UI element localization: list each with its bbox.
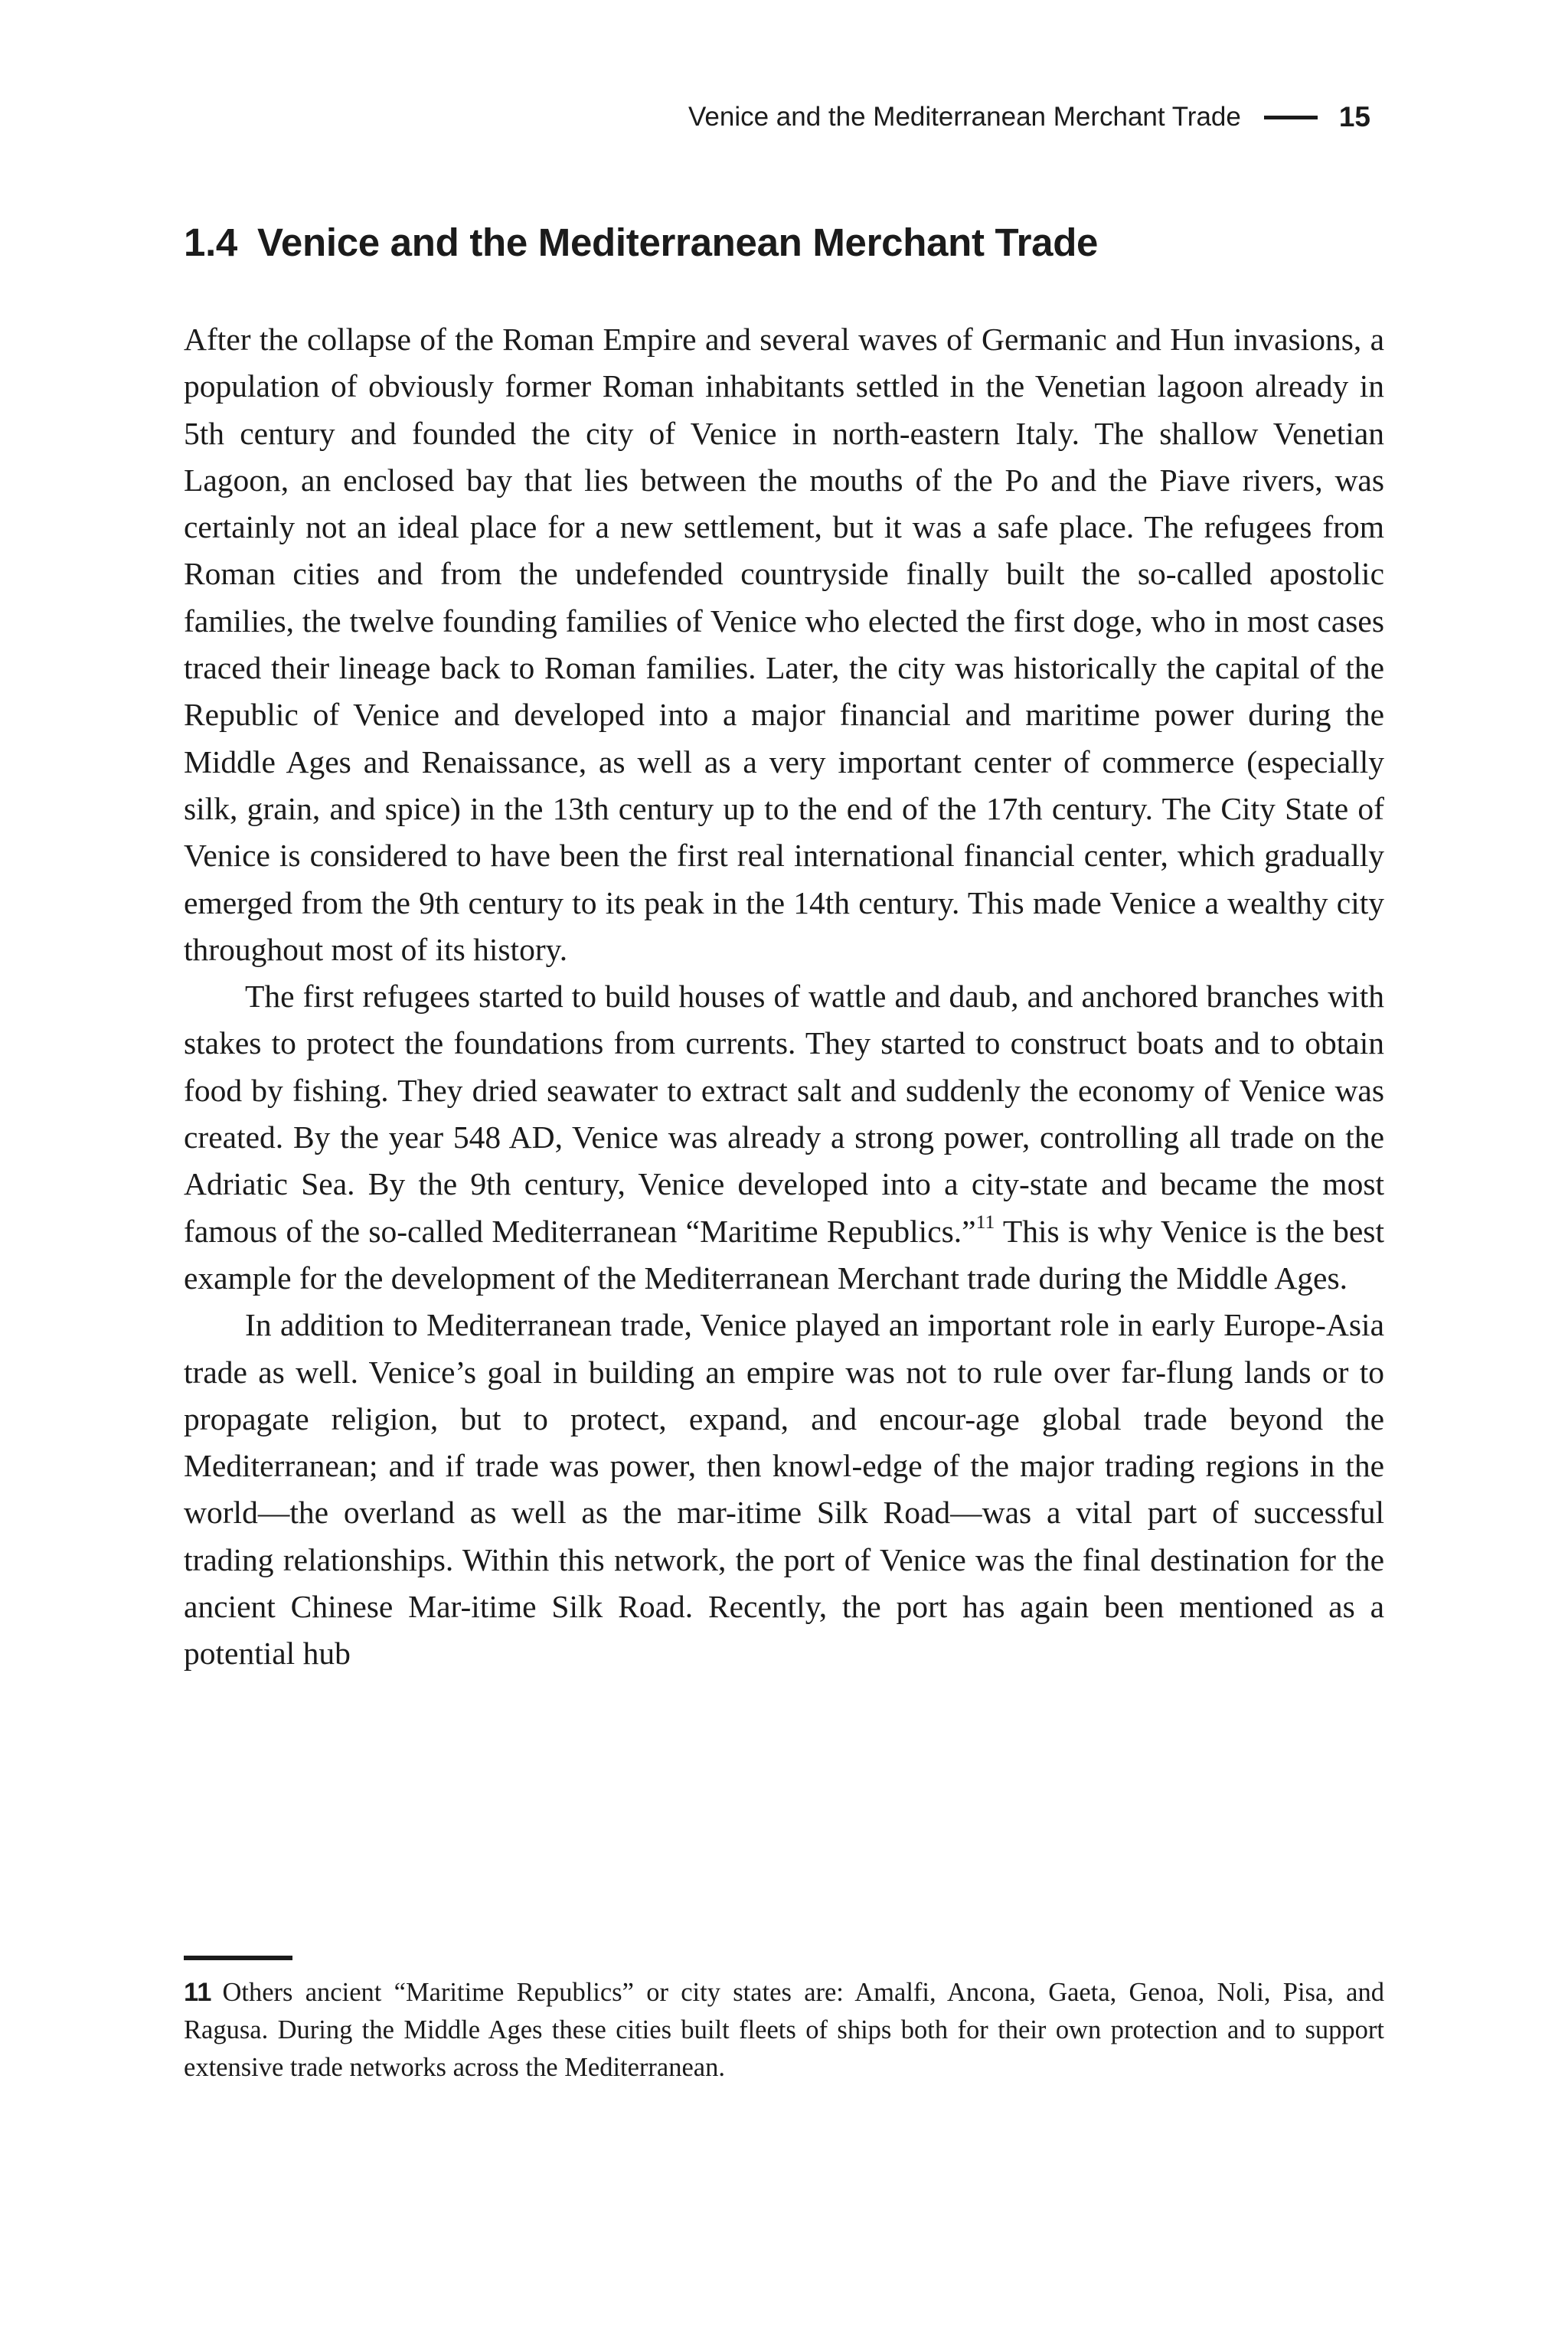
paragraph-2: [184, 973, 1384, 1302]
body-text: [184, 316, 1384, 1678]
running-head: [688, 98, 1370, 136]
footnote-text: Others ancient “Maritime Republics” or city states are: Amalfi, Ancona, Gaeta, Genoa, Noli, Pisa, and Ragusa. During the Middle Ages these cities built fleets of ships both for their own protection and to support extensive trade networks across the Mediterranean.: [184, 1978, 1384, 2082]
footnote-number: 11: [184, 1978, 212, 2007]
running-head-rule: [1264, 116, 1318, 119]
section-heading: [184, 216, 1098, 270]
page-number: 15: [1338, 101, 1370, 132]
footnote-reference[interactable]: 11: [975, 1210, 995, 1233]
paragraph-3: In addition to Mediterranean trade, Venice played an important role in early Europe-Asia trade as well. Venice’s goal in building an empire was not to rule over far-flung lands or to propagate religion, but to protect, expand, and encour-age global trade beyond the Mediterranean; and if trade was power, then knowl-edge of the major trading regions in the world—the overland as well as the mar-itime Silk Road—was a vital part of successful trading relationships. Within this network, the port of Venice was the final destination for the ancient Chinese Mar-itime Silk Road. Recently, the port has again been mentioned as a potential hub: [184, 1307, 1384, 1672]
footnote: [184, 1974, 1384, 2087]
running-head-title: Venice and the Mediterranean Merchant Trade: [688, 102, 1241, 132]
paragraph-2-part-2: This is why Venice is the best example for the development of the Mediterranean Merchant trade during the Middle Ages.: [184, 1213, 1384, 1296]
paragraph-1: After the collapse of the Roman Empire and several waves of Germanic and Hun invasions, a population of obviously former Roman inhabitants settled in the Venetian lagoon already in 5th century and founded the city of Venice in north-eastern Italy. The shallow Venetian Lagoon, an enclosed bay that lies between the mouths of the Po and the Piave rivers, was certainly not an ideal place for a new settlement, but it was a safe place. The refugees from Roman cities and from the undefended countryside finally built the so-called apostolic families, the twelve founding families of Venice who elected the first doge, who in most cases traced their lineage back to Roman families. Later, the city was historically the capital of the Republic of Venice and developed into a major financial and maritime power during the Middle Ages and Renaissance, as well as a very important center of commerce (especially silk, grain, and spice) in the 13th century up to the end of the 17th century. The City State of Venice is considered to have been the first real international financial center, which gradually emerged from the 9th century to its peak in the 14th century. This made Venice a wealthy city throughout most of its history.: [184, 322, 1384, 967]
footnote-separator: [184, 1956, 292, 1960]
section-title: Venice and the Mediterranean Merchant Trade: [257, 221, 1099, 264]
paragraph-2-part-1: The first refugees started to build houses of wattle and daub, and anchored branches with stakes to protect the foundations from currents. They started to construct boats and to obtain food by fishing. They dried seawater to extract salt and suddenly the economy of Venice was created. By the year 548 AD, Venice was already a strong power, controlling all trade on the Adriatic Sea. By the 9th century, Venice developed into a city-state and became the most famous of the so-called Mediterranean “Maritime Republics.”: [184, 979, 1384, 1249]
section-number: 1.4: [184, 221, 237, 264]
